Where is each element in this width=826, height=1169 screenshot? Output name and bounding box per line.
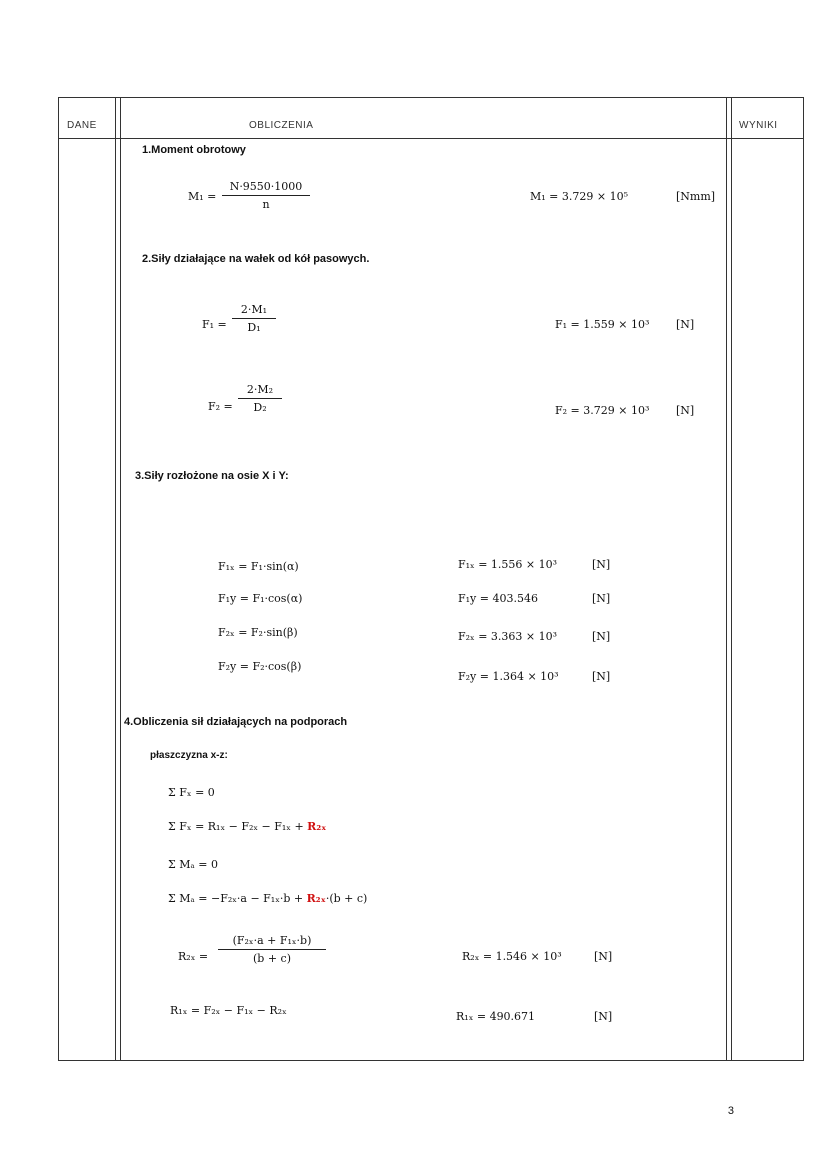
column-divider-right-double — [731, 98, 732, 1060]
header-wyniki: WYNIKI — [739, 120, 778, 131]
result-f1y-unit: [N] — [592, 592, 611, 605]
result-f2y: F₂y = 1.364 × 10³ — [458, 670, 559, 683]
result-f2x-unit: [N] — [592, 630, 611, 643]
header-divider — [59, 138, 803, 139]
equation-unknown-r2x-moment: R₂ₓ — [306, 892, 326, 905]
formula-r2x-fraction — [218, 934, 326, 965]
result-f1y: F₁y = 403.546 — [458, 592, 538, 605]
result-f2y-unit: [N] — [592, 670, 611, 683]
section-2-heading: 2.Siły działające na wałek od kół pasowych. — [142, 253, 370, 265]
result-f2x: F₂ₓ = 3.363 × 10³ — [458, 630, 558, 643]
formula-r2x-lhs: R₂ₓ = — [178, 950, 209, 963]
result-r1x-unit: [N] — [594, 1010, 613, 1023]
formula-m1-numerator: N·9550·1000 — [222, 180, 310, 196]
column-divider-left — [115, 98, 116, 1060]
formula-r1x: R₁ₓ = F₂ₓ − F₁ₓ − R₂ₓ — [170, 1004, 287, 1017]
result-f1x-unit: [N] — [592, 558, 611, 571]
result-f1x: F₁ₓ = 1.556 × 10³ — [458, 558, 558, 571]
equation-sum-ma-expanded — [168, 892, 367, 905]
result-f1-unit: [N] — [676, 318, 695, 331]
section-4-subheading: płaszczyzna x-z: — [150, 750, 228, 761]
equation-sum-ma-arm: ·(b + c) — [325, 892, 368, 905]
page-number: 3 — [727, 1105, 734, 1117]
result-r2x-unit: [N] — [594, 950, 613, 963]
equation-sum-ma-terms: Σ Mₐ = −F₂ₓ·a − F₁ₓ·b + — [168, 892, 307, 905]
formula-m1-lhs: M₁ = — [188, 190, 217, 203]
formula-m1-fraction — [222, 180, 310, 211]
equation-sum-ma: Σ Mₐ = 0 — [168, 858, 218, 871]
formula-f2-fraction — [238, 383, 282, 414]
result-m1-unit: [Nmm] — [676, 190, 716, 203]
result-m1: M₁ = 3.729 × 10⁵ — [530, 190, 628, 203]
formula-f1x: F₁ₓ = F₁·sin(α) — [218, 560, 299, 573]
formula-f2-denominator: D₂ — [253, 401, 267, 414]
section-1-heading: 1.Moment obrotowy — [142, 144, 246, 156]
formula-f2-numerator: 2·M₂ — [238, 383, 282, 399]
equation-sum-fx-expanded — [168, 820, 326, 833]
formula-f1y: F₁y = F₁·cos(α) — [218, 592, 303, 605]
result-r1x: R₁ₓ = 490.671 — [456, 1010, 536, 1023]
formula-m1-denominator: n — [262, 198, 270, 211]
column-divider-right — [726, 98, 727, 1060]
equation-sum-fx: Σ Fₓ = 0 — [168, 786, 215, 799]
section-3-heading: 3.Siły rozłożone na osie X i Y: — [135, 470, 289, 482]
result-f2-unit: [N] — [676, 404, 695, 417]
result-r2x: R₂ₓ = 1.546 × 10³ — [462, 950, 562, 963]
column-divider-left-double — [120, 98, 121, 1060]
equation-unknown-r2x: R₂ₓ — [307, 820, 327, 833]
header-dane: DANE — [67, 120, 97, 131]
formula-f2x: F₂ₓ = F₂·sin(β) — [218, 626, 298, 639]
formula-r2x-numerator: (F₂ₓ·a + F₁ₓ·b) — [218, 934, 326, 950]
formula-f1-lhs: F₁ = — [202, 318, 227, 331]
formula-f2-lhs: F₂ = — [208, 400, 233, 413]
formula-r2x-denominator: (b + c) — [253, 952, 291, 965]
formula-f1-numerator: 2·M₁ — [232, 303, 276, 319]
calculation-sheet — [58, 97, 804, 1061]
formula-f1-fraction — [232, 303, 276, 334]
formula-f2y: F₂y = F₂·cos(β) — [218, 660, 302, 673]
result-f2: F₂ = 3.729 × 10³ — [555, 404, 650, 417]
formula-f1-denominator: D₁ — [247, 321, 261, 334]
result-f1: F₁ = 1.559 × 10³ — [555, 318, 650, 331]
equation-sum-fx-terms: Σ Fₓ = R₁ₓ − F₂ₓ − F₁ₓ + — [168, 820, 308, 833]
section-4-heading: 4.Obliczenia sił działających na podporach — [124, 716, 348, 728]
header-obliczenia: OBLICZENIA — [249, 120, 314, 131]
